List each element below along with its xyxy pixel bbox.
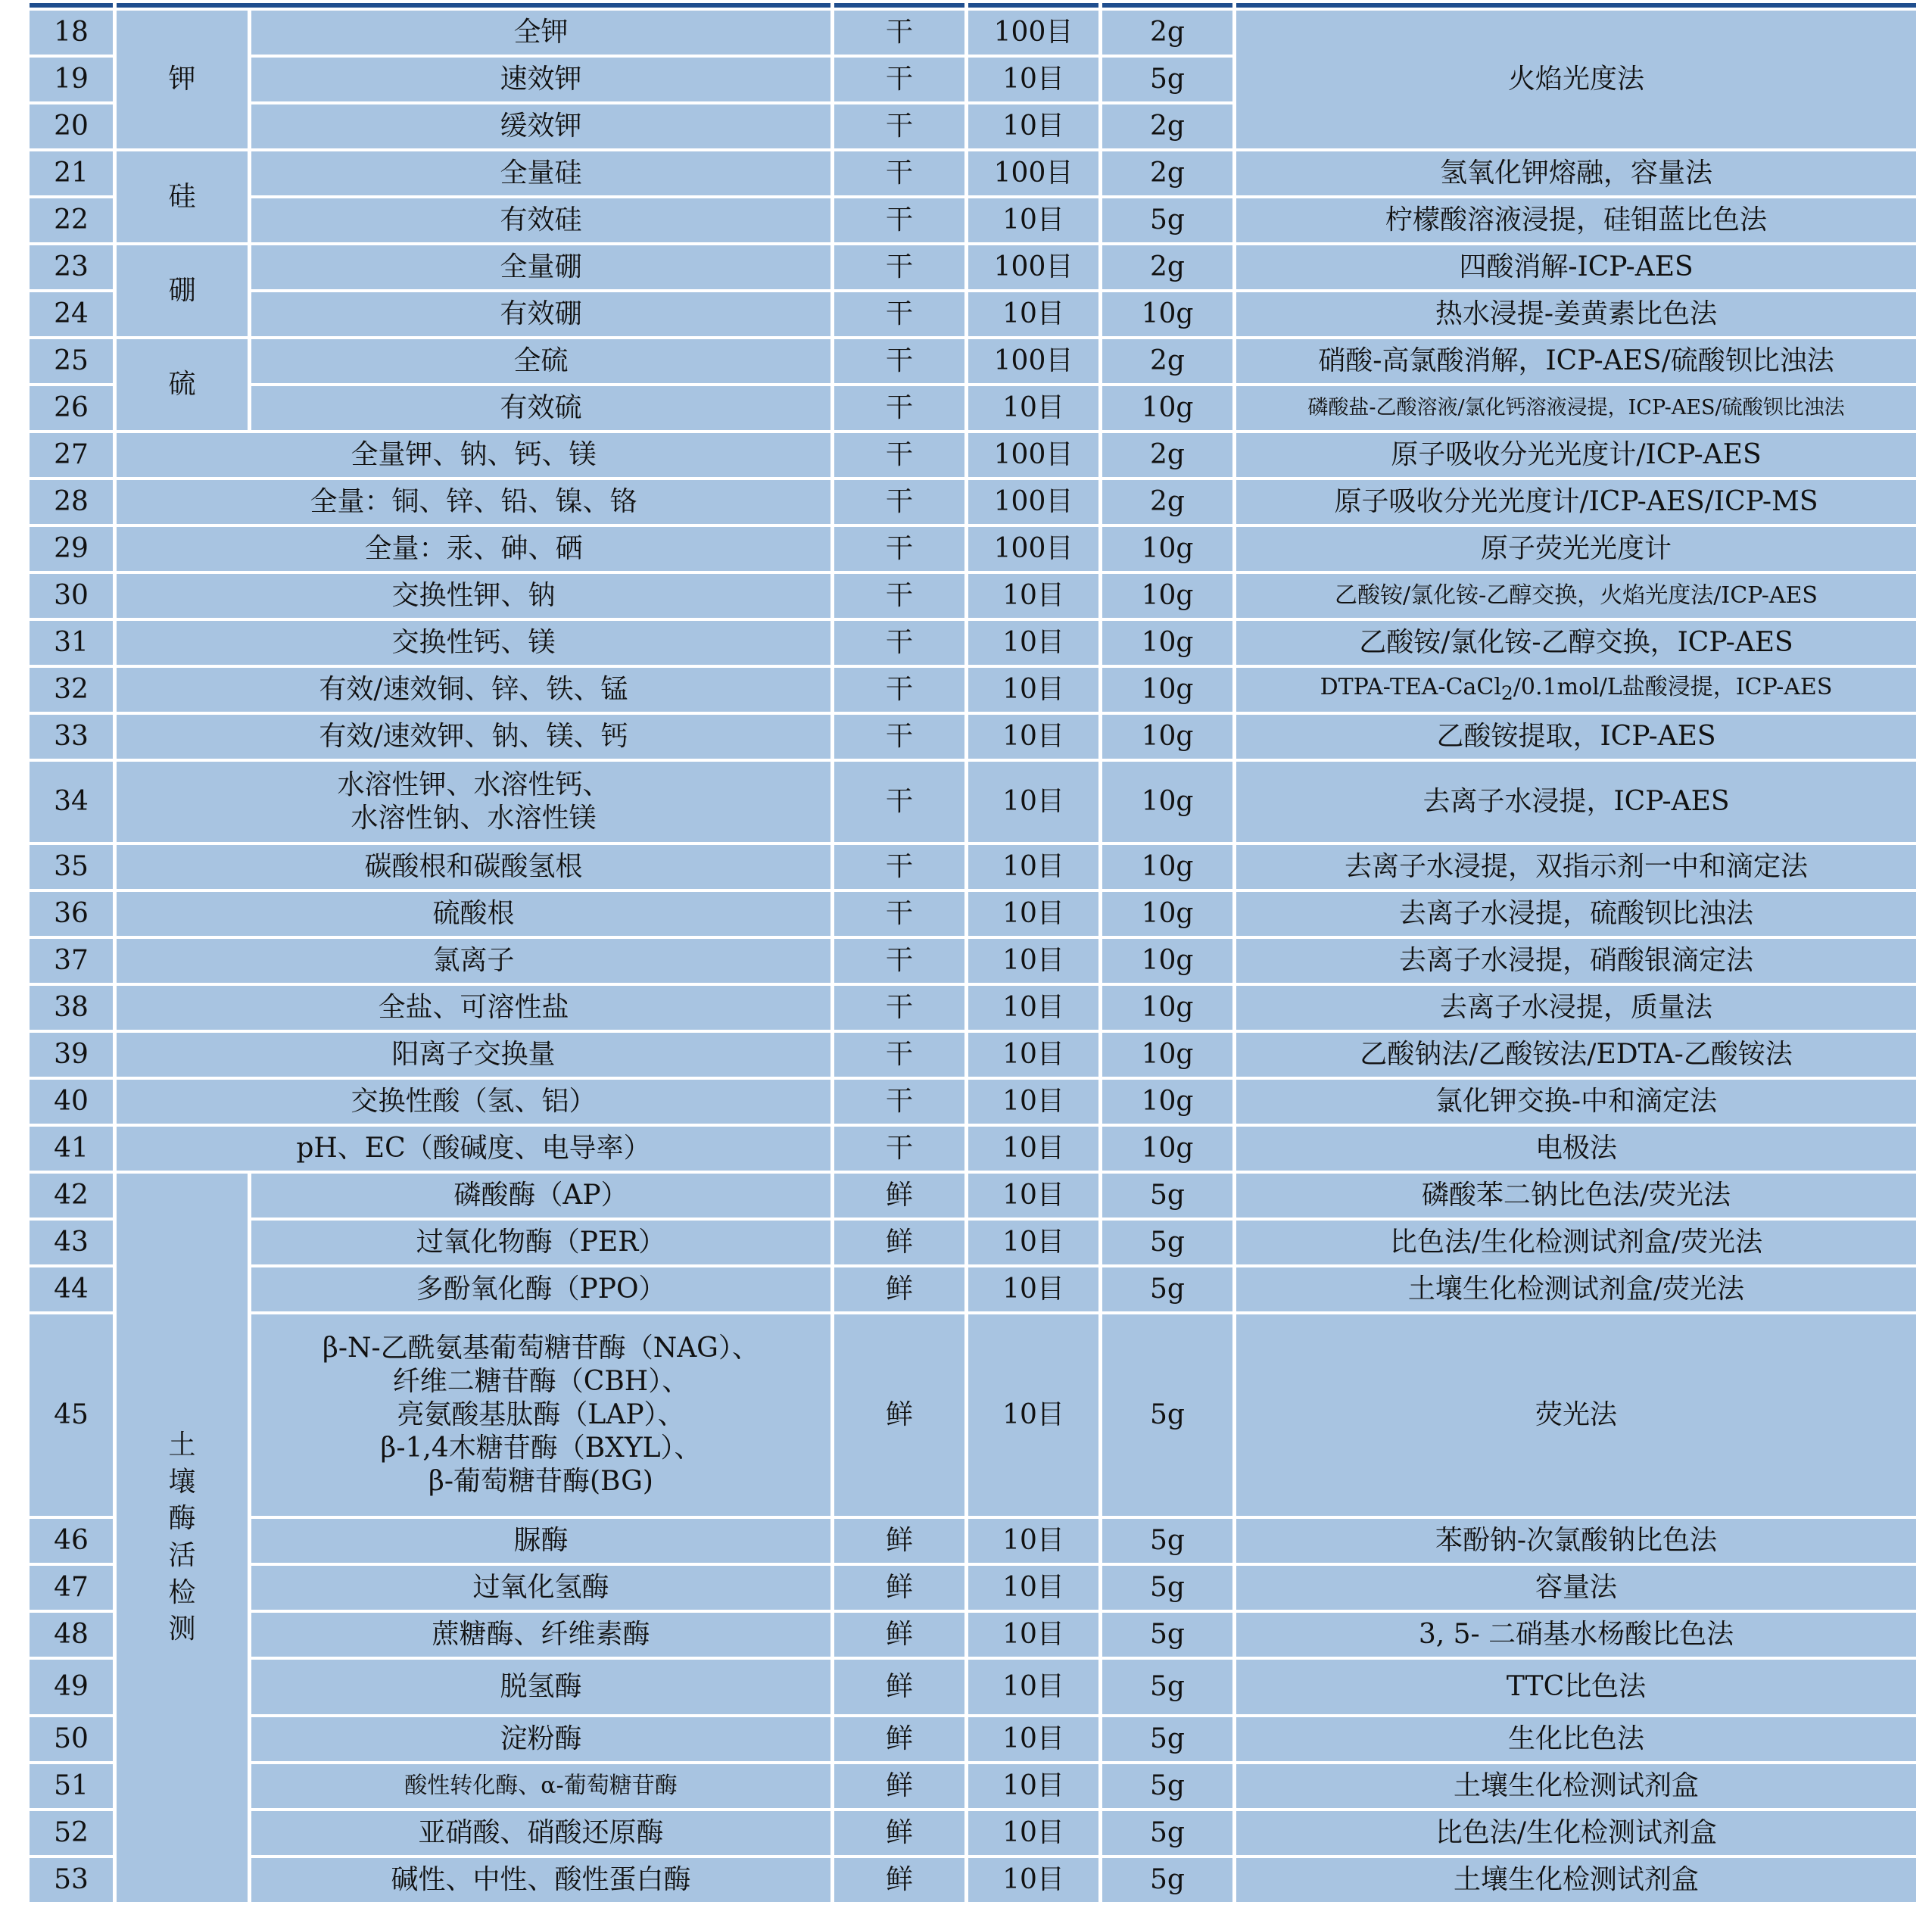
method-cell: 去离子水浸提，硫酸钡比浊法 xyxy=(1236,892,1916,936)
mass-cell: 10g xyxy=(1102,986,1232,1030)
group-label-boron: 硼 xyxy=(117,245,248,336)
row-number: 29 xyxy=(30,527,113,571)
mesh-cell: 10目 xyxy=(968,1660,1098,1714)
table-row xyxy=(30,1080,1916,1124)
mass-cell: 2g xyxy=(1102,339,1232,383)
mesh-cell: 100目 xyxy=(968,480,1098,524)
item-cell: 有效硼 xyxy=(251,292,830,336)
state-cell: 干 xyxy=(834,292,964,336)
mass-cell: 5g xyxy=(1102,1314,1232,1516)
mesh-cell: 10目 xyxy=(968,1033,1098,1077)
mesh-cell: 100目 xyxy=(968,433,1098,477)
item-cell: 交换性酸（氢、铝） xyxy=(117,1080,830,1124)
method-cell: 乙酸铵/氯化铵-乙醇交换，ICP-AES xyxy=(1236,621,1916,665)
method-cell: 原子吸收分光光度计/ICP-AES xyxy=(1236,433,1916,477)
item-cell: 淀粉酶 xyxy=(251,1717,830,1761)
row-number: 37 xyxy=(30,939,113,983)
method-cell: 3, 5- 二硝基水杨酸比色法 xyxy=(1236,1613,1916,1657)
table-row xyxy=(30,762,1916,842)
mass-cell: 2g xyxy=(1102,11,1232,55)
state-cell: 干 xyxy=(834,892,964,936)
group-label-sulfur: 硫 xyxy=(117,339,248,430)
state-cell: 鲜 xyxy=(834,1267,964,1311)
item-cell: 酸性转化酶、α-葡萄糖苷酶 xyxy=(251,1764,830,1808)
mesh-cell: 10目 xyxy=(968,939,1098,983)
table-row xyxy=(30,1717,1916,1761)
state-cell: 鲜 xyxy=(834,1717,964,1761)
method-cell: 柠檬酸溶液浸提，硅钼蓝比色法 xyxy=(1236,198,1916,242)
method-cell: 乙酸铵提取，ICP-AES xyxy=(1236,715,1916,759)
item-cell: 全量硅 xyxy=(251,151,830,195)
table-row xyxy=(30,1221,1916,1264)
state-cell: 干 xyxy=(834,574,964,618)
mass-cell: 10g xyxy=(1102,1080,1232,1124)
mesh-cell: 10目 xyxy=(968,762,1098,842)
mesh-cell: 10目 xyxy=(968,292,1098,336)
mesh-cell: 10目 xyxy=(968,986,1098,1030)
state-cell: 干 xyxy=(834,58,964,101)
mesh-cell: 10目 xyxy=(968,892,1098,936)
state-cell: 干 xyxy=(834,386,964,430)
method-cell: 去离子水浸提，ICP-AES xyxy=(1236,762,1916,842)
item-cell: 碱性、中性、酸性蛋白酶 xyxy=(251,1858,830,1902)
method-cell: 硝酸-高氯酸消解，ICP-AES/硫酸钡比浊法 xyxy=(1236,339,1916,383)
row-number: 22 xyxy=(30,198,113,242)
method-cell: 土壤生化检测试剂盒/荧光法 xyxy=(1236,1267,1916,1311)
item-cell: 脱氢酶 xyxy=(251,1660,830,1714)
table-row xyxy=(30,574,1916,618)
table-row xyxy=(30,668,1916,712)
mass-cell: 5g xyxy=(1102,1613,1232,1657)
table-row xyxy=(30,1858,1916,1902)
row-number: 33 xyxy=(30,715,113,759)
mass-cell: 10g xyxy=(1102,574,1232,618)
item-cell: 全盐、可溶性盐 xyxy=(117,986,830,1030)
header-cell xyxy=(834,3,964,8)
state-cell: 干 xyxy=(834,939,964,983)
mass-cell: 5g xyxy=(1102,1174,1232,1218)
mesh-cell: 10目 xyxy=(968,1717,1098,1761)
row-number: 35 xyxy=(30,845,113,889)
state-cell: 鲜 xyxy=(834,1858,964,1902)
row-number: 24 xyxy=(30,292,113,336)
item-cell: 多酚氧化酶（PPO） xyxy=(251,1267,830,1311)
method-cell: 氢氧化钾熔融，容量法 xyxy=(1236,151,1916,195)
row-number: 53 xyxy=(30,1858,113,1902)
mass-cell: 10g xyxy=(1102,845,1232,889)
item-cell: 全量钾、钠、钙、镁 xyxy=(117,433,830,477)
mesh-cell: 10目 xyxy=(968,1221,1098,1264)
item-cell: 水溶性钾、水溶性钙、 水溶性钠、水溶性镁 xyxy=(117,762,830,842)
mass-cell: 5g xyxy=(1102,1717,1232,1761)
mesh-cell: 10目 xyxy=(968,1127,1098,1171)
row-number: 52 xyxy=(30,1811,113,1855)
method-cell: 容量法 xyxy=(1236,1566,1916,1610)
row-number: 27 xyxy=(30,433,113,477)
row-number: 39 xyxy=(30,1033,113,1077)
mass-cell: 5g xyxy=(1102,1519,1232,1563)
row-number: 45 xyxy=(30,1314,113,1516)
item-cell: 阳离子交换量 xyxy=(117,1033,830,1077)
item-cell: 亚硝酸、硝酸还原酶 xyxy=(251,1811,830,1855)
table-row xyxy=(30,151,1916,195)
mass-cell: 10g xyxy=(1102,668,1232,712)
mesh-cell: 100目 xyxy=(968,339,1098,383)
mass-cell: 5g xyxy=(1102,1858,1232,1902)
mesh-cell: 100目 xyxy=(968,245,1098,289)
mesh-cell: 100目 xyxy=(968,527,1098,571)
mesh-cell: 10目 xyxy=(968,1811,1098,1855)
row-number: 21 xyxy=(30,151,113,195)
mass-cell: 10g xyxy=(1102,1127,1232,1171)
mass-cell: 10g xyxy=(1102,892,1232,936)
method-cell: 生化比色法 xyxy=(1236,1717,1916,1761)
table-row xyxy=(30,480,1916,524)
mass-cell: 5g xyxy=(1102,1764,1232,1808)
state-cell: 鲜 xyxy=(834,1764,964,1808)
row-number: 47 xyxy=(30,1566,113,1610)
soil-test-table xyxy=(26,0,1920,1905)
state-cell: 鲜 xyxy=(834,1221,964,1264)
table-row xyxy=(30,1314,1916,1516)
method-cell: 荧光法 xyxy=(1236,1314,1916,1516)
mass-cell: 2g xyxy=(1102,104,1232,148)
item-cell: 全量：铜、锌、铅、镍、铬 xyxy=(117,480,830,524)
row-number: 42 xyxy=(30,1174,113,1218)
method-prefix: DTPA-TEA-CaCl xyxy=(1320,674,1501,701)
row-number: 38 xyxy=(30,986,113,1030)
item-cell: 过氧化氢酶 xyxy=(251,1566,830,1610)
row-number: 50 xyxy=(30,1717,113,1761)
method-cell: 去离子水浸提，双指示剂一中和滴定法 xyxy=(1236,845,1916,889)
method-cell: 热水浸提-姜黄素比色法 xyxy=(1236,292,1916,336)
table-row xyxy=(30,433,1916,477)
item-cell: 全钾 xyxy=(251,11,830,55)
method-cell: 乙酸钠法/乙酸铵法/EDTA-乙酸铵法 xyxy=(1236,1033,1916,1077)
state-cell: 干 xyxy=(834,845,964,889)
mesh-cell: 10目 xyxy=(968,715,1098,759)
header-cell xyxy=(117,3,830,8)
mesh-cell: 10目 xyxy=(968,574,1098,618)
state-cell: 干 xyxy=(834,527,964,571)
mesh-cell: 10目 xyxy=(968,1764,1098,1808)
method-cell: 土壤生化检测试剂盒 xyxy=(1236,1764,1916,1808)
item-cell: 交换性钾、钠 xyxy=(117,574,830,618)
mesh-cell: 10目 xyxy=(968,104,1098,148)
header-cell xyxy=(30,3,113,8)
table-row xyxy=(30,1519,1916,1563)
mesh-cell: 10目 xyxy=(968,621,1098,665)
item-cell: β-N-乙酰氨基葡萄糖苷酶（NAG）、 纤维二糖苷酶（CBH）、 亮氨酸基肽酶（LAP）、 β-1,4木糖苷酶（BXYL）、 β-葡萄糖苷酶(BG) xyxy=(251,1314,830,1516)
table-row xyxy=(30,1127,1916,1171)
row-number: 18 xyxy=(30,11,113,55)
method-cell: TTC比色法 xyxy=(1236,1660,1916,1714)
mesh-cell: 10目 xyxy=(968,386,1098,430)
table-row xyxy=(30,198,1916,242)
table-row xyxy=(30,1033,1916,1077)
table-row xyxy=(30,621,1916,665)
item-cell: 有效硅 xyxy=(251,198,830,242)
group-label-potassium: 钾 xyxy=(117,11,248,148)
state-cell: 干 xyxy=(834,480,964,524)
state-cell: 干 xyxy=(834,986,964,1030)
mass-cell: 5g xyxy=(1102,1221,1232,1264)
method-cell: 磷酸苯二钠比色法/荧光法 xyxy=(1236,1174,1916,1218)
table-row xyxy=(30,527,1916,571)
table-row xyxy=(30,245,1916,289)
row-number: 49 xyxy=(30,1660,113,1714)
mass-cell: 5g xyxy=(1102,1566,1232,1610)
state-cell: 鲜 xyxy=(834,1613,964,1657)
row-number: 36 xyxy=(30,892,113,936)
state-cell: 鲜 xyxy=(834,1660,964,1714)
item-cell: 全硫 xyxy=(251,339,830,383)
state-cell: 干 xyxy=(834,339,964,383)
mass-cell: 10g xyxy=(1102,292,1232,336)
row-number: 43 xyxy=(30,1221,113,1264)
table-row xyxy=(30,986,1916,1030)
mesh-cell: 10目 xyxy=(968,1566,1098,1610)
table-row xyxy=(30,292,1916,336)
row-number: 31 xyxy=(30,621,113,665)
state-cell: 干 xyxy=(834,715,964,759)
table-row xyxy=(30,1811,1916,1855)
item-cell: 全量硼 xyxy=(251,245,830,289)
method-cell: 原子荧光光度计 xyxy=(1236,527,1916,571)
method-cell xyxy=(1236,668,1916,712)
mesh-cell: 10目 xyxy=(968,1519,1098,1563)
mass-cell: 2g xyxy=(1102,245,1232,289)
row-number: 32 xyxy=(30,668,113,712)
state-cell: 干 xyxy=(834,621,964,665)
item-cell: 过氧化物酶（PER） xyxy=(251,1221,830,1264)
mass-cell: 10g xyxy=(1102,762,1232,842)
item-cell: 脲酶 xyxy=(251,1519,830,1563)
table-row xyxy=(30,1566,1916,1610)
method-cell-potassium: 火焰光度法 xyxy=(1236,11,1916,148)
method-cell: 苯酚钠-次氯酸钠比色法 xyxy=(1236,1519,1916,1563)
mass-cell: 5g xyxy=(1102,1811,1232,1855)
state-cell: 干 xyxy=(834,198,964,242)
state-cell: 干 xyxy=(834,11,964,55)
state-cell: 鲜 xyxy=(834,1519,964,1563)
state-cell: 干 xyxy=(834,151,964,195)
mesh-cell: 10目 xyxy=(968,198,1098,242)
item-cell: 缓效钾 xyxy=(251,104,830,148)
method-cell: 去离子水浸提，硝酸银滴定法 xyxy=(1236,939,1916,983)
row-number: 40 xyxy=(30,1080,113,1124)
mesh-cell: 10目 xyxy=(968,1174,1098,1218)
mass-cell: 10g xyxy=(1102,939,1232,983)
table-row xyxy=(30,386,1916,430)
state-cell: 鲜 xyxy=(834,1314,964,1516)
state-cell: 鲜 xyxy=(834,1566,964,1610)
header-row xyxy=(30,3,1916,8)
row-number: 30 xyxy=(30,574,113,618)
row-number: 20 xyxy=(30,104,113,148)
mass-cell: 2g xyxy=(1102,480,1232,524)
state-cell: 干 xyxy=(834,1033,964,1077)
state-cell: 干 xyxy=(834,433,964,477)
row-number: 51 xyxy=(30,1764,113,1808)
header-cell xyxy=(1102,3,1232,8)
item-cell: 蔗糖酶、纤维素酶 xyxy=(251,1613,830,1657)
item-cell: 交换性钙、镁 xyxy=(117,621,830,665)
item-cell: pH、EC（酸碱度、电导率） xyxy=(117,1127,830,1171)
mesh-cell: 10目 xyxy=(968,1314,1098,1516)
method-cell: 磷酸盐-乙酸溶液/氯化钙溶液浸提，ICP-AES/硫酸钡比浊法 xyxy=(1236,386,1916,430)
table-row xyxy=(30,939,1916,983)
row-number: 26 xyxy=(30,386,113,430)
mass-cell: 10g xyxy=(1102,527,1232,571)
mass-cell: 5g xyxy=(1102,1660,1232,1714)
header-cell xyxy=(968,3,1098,8)
row-number: 34 xyxy=(30,762,113,842)
item-cell: 磷酸酶（AP） xyxy=(251,1174,830,1218)
mass-cell: 5g xyxy=(1102,58,1232,101)
header-cell xyxy=(1236,3,1916,8)
item-cell: 氯离子 xyxy=(117,939,830,983)
mass-cell: 5g xyxy=(1102,198,1232,242)
mass-cell: 10g xyxy=(1102,1033,1232,1077)
method-cell: 四酸消解-ICP-AES xyxy=(1236,245,1916,289)
table-row xyxy=(30,845,1916,889)
table-row xyxy=(30,1613,1916,1657)
mesh-cell: 10目 xyxy=(968,1080,1098,1124)
table-row xyxy=(30,1174,1916,1218)
row-number: 46 xyxy=(30,1519,113,1563)
mass-cell: 2g xyxy=(1102,151,1232,195)
item-cell: 碳酸根和碳酸氢根 xyxy=(117,845,830,889)
row-number: 19 xyxy=(30,58,113,101)
state-cell: 干 xyxy=(834,668,964,712)
row-number: 48 xyxy=(30,1613,113,1657)
item-cell: 全量：汞、砷、硒 xyxy=(117,527,830,571)
table-row xyxy=(30,715,1916,759)
method-cell: 去离子水浸提，质量法 xyxy=(1236,986,1916,1030)
state-cell: 干 xyxy=(834,1127,964,1171)
state-cell: 干 xyxy=(834,104,964,148)
group-label-silicon: 硅 xyxy=(117,151,248,242)
mass-cell: 10g xyxy=(1102,621,1232,665)
state-cell: 干 xyxy=(834,762,964,842)
method-suffix: /0.1mol/L盐酸浸提，ICP-AES xyxy=(1513,674,1833,701)
mesh-cell: 10目 xyxy=(968,1858,1098,1902)
mesh-cell: 10目 xyxy=(968,1267,1098,1311)
table-row xyxy=(30,1660,1916,1714)
method-cell: 原子吸收分光光度计/ICP-AES/ICP-MS xyxy=(1236,480,1916,524)
method-subscript: 2 xyxy=(1500,682,1513,705)
method-cell: 乙酸铵/氯化铵-乙醇交换，火焰光度法/ICP-AES xyxy=(1236,574,1916,618)
table-row xyxy=(30,339,1916,383)
row-number: 41 xyxy=(30,1127,113,1171)
table-row xyxy=(30,1764,1916,1808)
state-cell: 鲜 xyxy=(834,1811,964,1855)
item-cell: 有效/速效钾、钠、镁、钙 xyxy=(117,715,830,759)
mass-cell: 10g xyxy=(1102,386,1232,430)
row-number: 44 xyxy=(30,1267,113,1311)
mass-cell: 10g xyxy=(1102,715,1232,759)
mass-cell: 2g xyxy=(1102,433,1232,477)
mesh-cell: 10目 xyxy=(968,668,1098,712)
state-cell: 鲜 xyxy=(834,1174,964,1218)
state-cell: 干 xyxy=(834,1080,964,1124)
method-cell: 电极法 xyxy=(1236,1127,1916,1171)
table-row xyxy=(30,892,1916,936)
method-cell: 氯化钾交换-中和滴定法 xyxy=(1236,1080,1916,1124)
mesh-cell: 100目 xyxy=(968,11,1098,55)
mesh-cell: 10目 xyxy=(968,1613,1098,1657)
group-label-enzyme: 土 壤 酶 活 检 测 xyxy=(117,1174,248,1902)
mesh-cell: 100目 xyxy=(968,151,1098,195)
item-cell: 有效/速效铜、锌、铁、锰 xyxy=(117,668,830,712)
method-cell: 比色法/生化检测试剂盒 xyxy=(1236,1811,1916,1855)
table-row xyxy=(30,11,1916,55)
item-cell: 速效钾 xyxy=(251,58,830,101)
table-row xyxy=(30,1267,1916,1311)
item-cell: 有效硫 xyxy=(251,386,830,430)
mass-cell: 5g xyxy=(1102,1267,1232,1311)
mesh-cell: 10目 xyxy=(968,58,1098,101)
method-cell: 比色法/生化检测试剂盒/荧光法 xyxy=(1236,1221,1916,1264)
method-cell: 土壤生化检测试剂盒 xyxy=(1236,1858,1916,1902)
state-cell: 干 xyxy=(834,245,964,289)
mesh-cell: 10目 xyxy=(968,845,1098,889)
row-number: 23 xyxy=(30,245,113,289)
row-number: 25 xyxy=(30,339,113,383)
item-cell: 硫酸根 xyxy=(117,892,830,936)
row-number: 28 xyxy=(30,480,113,524)
